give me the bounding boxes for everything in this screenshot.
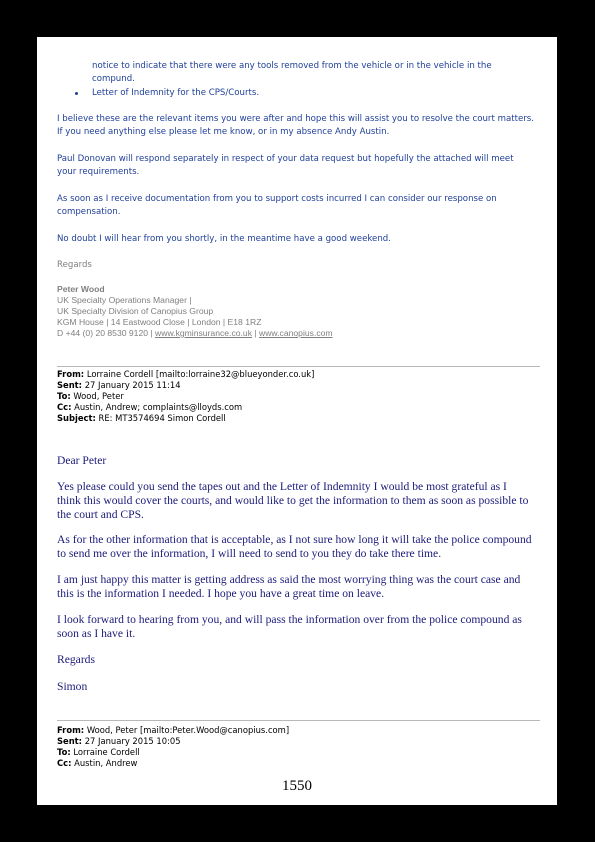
- sent-label: Sent:: [57, 380, 83, 390]
- body-line: soon as I have it.: [57, 627, 136, 640]
- header2-from: [57, 725, 289, 736]
- header1-to: [57, 391, 124, 402]
- cc-value: Austin, Andrew; complaints@lloyds.com: [74, 402, 243, 412]
- regards-text: Regards: [57, 653, 95, 666]
- body-line: As for the other information that is acceptable, as I not sure how long it will take the police compound: [57, 533, 532, 546]
- header1-subject: [57, 413, 226, 424]
- body-line: this is the information I needed. I hope you have a great time on leave.: [57, 587, 385, 600]
- sent-value: 27 January 2015 11:14: [84, 380, 181, 390]
- paragraph-line: As soon as I receive documentation from you to support costs incurred I can consider our response on: [57, 194, 497, 204]
- body-line: to send me over the information, I will need to send to you they do take there time.: [57, 547, 442, 560]
- cc-label: Cc:: [57, 402, 72, 412]
- signature-title: UK Specialty Operations Manager |: [57, 295, 192, 305]
- body-line: the court and CPS.: [57, 508, 144, 521]
- signature-phone: D +44 (0) 20 8530 9120 |: [57, 328, 153, 338]
- paragraph-line: No doubt I will hear from you shortly, in the meantime have a good weekend.: [57, 234, 391, 244]
- from-label: From:: [57, 369, 85, 379]
- canopius-website-link[interactable]: www.canopius.com: [259, 328, 333, 338]
- header2-to: [57, 747, 140, 758]
- header1-from: [57, 369, 314, 380]
- paragraph-line: If you need anything else please let me know, or in my absence Andy Austin.: [57, 127, 390, 137]
- bullet-icon: [75, 92, 78, 95]
- to-label: To:: [57, 747, 71, 757]
- signature-separator: |: [254, 328, 257, 338]
- subject-label: Subject:: [57, 413, 96, 423]
- signature-name: Peter Wood: [57, 284, 105, 294]
- body-line: I look forward to hearing from you, and will pass the information over from the police compound as: [57, 613, 522, 626]
- page-number: 1550: [282, 778, 312, 794]
- header2-sent: [57, 736, 181, 747]
- body-line: I am just happy this matter is getting address as said the most worrying thing was the court case and: [57, 573, 521, 586]
- bullet-continuation-line-2: compund.: [92, 74, 135, 84]
- bullet-continuation-line-1: notice to indicate that there were any tools removed from the vehicle or in the vehicle in the: [92, 61, 492, 71]
- header1-cc: [57, 402, 242, 413]
- subject-value: RE: MT3574694 Simon Cordell: [98, 413, 226, 423]
- body-line: think this would cover the courts, and would like to get the information to them as soon as possible to: [57, 494, 529, 507]
- bullet-item-indemnity: Letter of Indemnity for the CPS/Courts.: [92, 88, 260, 98]
- header-divider: [57, 720, 540, 721]
- paragraph-line: Paul Donovan will respond separately in respect of your data request but hopefully the attached will meet: [57, 154, 514, 164]
- sent-label: Sent:: [57, 736, 83, 746]
- cc-label: Cc:: [57, 758, 72, 768]
- regards-text: Regards: [57, 260, 92, 270]
- document-page: [37, 37, 557, 805]
- sent-value: 27 January 2015 10:05: [84, 736, 181, 746]
- body-line: Yes please could you send the tapes out and the Letter of Indemnity I would be most grateful as I: [57, 480, 507, 493]
- header1-sent: [57, 380, 181, 391]
- cc-value: Austin, Andrew: [74, 758, 138, 768]
- signature-contact: [57, 328, 333, 339]
- to-value: Lorraine Cordell: [73, 747, 140, 757]
- paragraph-line: compensation.: [57, 207, 121, 217]
- to-label: To:: [57, 391, 71, 401]
- from-value: Lorraine Cordell [mailto:lorraine32@blueyonder.co.uk]: [86, 369, 315, 379]
- signature-address: KGM House | 14 Eastwood Close | London | E18 1RZ: [57, 317, 262, 327]
- greeting: Dear Peter: [57, 454, 107, 467]
- kgm-website-link[interactable]: www.kgminsurance.co.uk: [155, 328, 252, 338]
- sender-name: Simon: [57, 680, 88, 693]
- header2-cc: [57, 758, 137, 769]
- header-divider: [57, 366, 540, 367]
- paragraph-line: your requirements.: [57, 167, 140, 177]
- paragraph-line: I believe these are the relevant items you were after and hope this will assist you to resolve the court matters.: [57, 114, 534, 124]
- signature-division: UK Specialty Division of Canopius Group: [57, 306, 214, 316]
- from-value: Wood, Peter [mailto:Peter.Wood@canopius.com]: [86, 725, 290, 735]
- from-label: From:: [57, 725, 85, 735]
- to-value: Wood, Peter: [73, 391, 124, 401]
